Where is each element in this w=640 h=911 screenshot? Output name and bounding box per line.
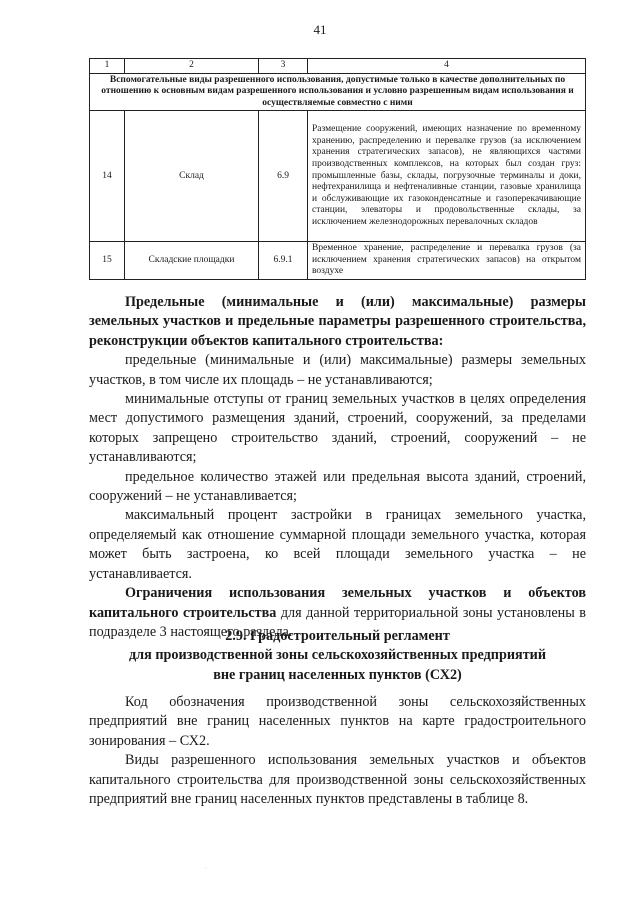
limits-item: минимальные отступы от границ земельных участков в целях определения мест допустимого размещения зданий, строений, сооружений, за пределами которых запрещено строительство зданий, строений, сооружений – не устанавливаются; [89,391,586,466]
table-row [90,242,586,280]
limits-item: предельное количество этажей или предельная высота зданий, строений, сооружений – не устанавливается; [89,468,586,505]
header-col-1: 1 [90,59,125,74]
table-row [90,111,586,242]
section-heading [89,627,586,685]
row-description: Размещение сооружений, имеющих назначение по временному хранению, распределению и перевалке грузов (за исключением хранения стратегических запасов), не являющихся частями производственных комплексов, на которых был создан груз: промышленные базы, склады, погрузочные терминалы и доки, нефтехранилища и нефтеналивные станции, газовые хранилища и обслуживающие их газоконденсатные и газоперекачивающие станции, элеваторы и продовольственные склады, за исключением железнодорожных перевалочных складов [308,111,586,242]
header-col-2: 2 [125,59,259,74]
row-number: 15 [90,242,125,280]
header-col-4: 4 [308,59,586,74]
row-name: Склад [125,111,259,242]
section-heading-line-2: для производственной зоны сельскохозяйственных предприятий [128,647,547,664]
row-code: 6.9 [259,111,308,242]
table-section-title: Вспомогательные виды разрешенного использования, допустимые только в качестве дополнительных по отношению к основным видам разрешенного использования и условно разрешенным видам использования и осуществляемые совместно с ними [90,73,586,111]
row-name: Складские площадки [125,242,259,280]
limits-heading: Предельные (минимальные и (или) максимальные) размеры земельных участков и предельные параметры разрешенного строительства, реконструкции объектов капитального строительства: [89,294,586,349]
page-number: 41 [313,22,327,37]
zone-description [89,693,586,809]
limits-item: предельные (минимальные и (или) максимальные) размеры земельных участков, в том числе их площадь – не устанавливаются; [89,352,586,388]
scan-mark: · [205,866,207,872]
row-description: Временное хранение, распределение и перевалка грузов (за исключением хранения стратегических запасов) на открытом воздухе [308,242,586,280]
permitted-use-table [89,58,586,280]
restrictions-bold: Ограничения использования земельных участков и объектов капитального строительства [89,585,586,621]
row-code: 6.9.1 [259,242,308,280]
limits-item: максимальный процент застройки в границах земельного участка, определяемый как отношение суммарной площади земельного участка, которая может быть застроена, ко всей площади земельного участка – не устанавливается. [89,507,586,582]
table-section-row [90,73,586,111]
restrictions-rest: для данной территориальной зоны установлены в подразделе 3 настоящего раздела. [89,604,586,640]
row-number: 14 [90,111,125,242]
limits-block [89,293,586,642]
body-paragraph: Виды разрешенного использования земельных участков и объектов капитального строительства для производственной зоны сельскохозяйственных предприятий вне границ населенных пунктов представлены в таблице 8. [89,752,586,808]
header-col-3: 3 [259,59,308,74]
section-heading-line-3: вне границ населенных пунктов (СХ2) [213,666,462,683]
body-paragraph: Код обозначения производственной зоны сельскохозяйственных предприятий вне границ населенных пунктов на карте градостроительного зонирования – СХ2. [89,694,586,749]
section-heading-line-1: 2.9. Градостроительный регламент [225,628,450,644]
table-header-row [90,59,586,74]
